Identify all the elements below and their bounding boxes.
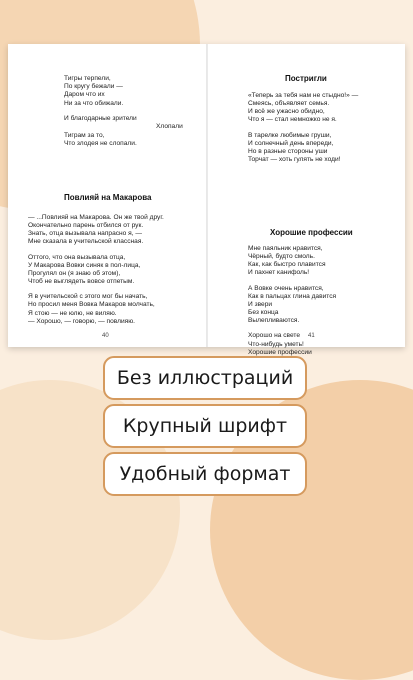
feature-badge-convenient-format (103, 452, 307, 496)
poem-line: Что-нибудь уметь! (248, 340, 304, 348)
poem-line: Тигры терпели, (64, 75, 111, 82)
poem-line: Мне сказала в учительской классная. (28, 238, 144, 246)
poem-line: У Макарова Вовки синяк в пол-лица, (28, 261, 141, 269)
page-number-right: 41 (308, 333, 315, 339)
poem-line: Но в разные стороны уши (248, 147, 328, 155)
poem-line: Вылепливаются. (248, 317, 300, 325)
page-number-left: 40 (102, 333, 109, 339)
poem-line: — Хорошо, — говорю, — повлияю. (28, 317, 135, 325)
poem-line: Окончательно парень отбился от рук. (28, 222, 144, 230)
poem-line: Прогулял он (я знаю об этом), (28, 269, 121, 277)
poem-line: Я стою — не юлю, не виляю. (28, 309, 117, 317)
poem-line: Торчат — хоть гулять не ходи! (248, 155, 341, 163)
heading-povliyay: Повлияй на Макарова (64, 193, 152, 202)
poem-line: Мне паяльник нравится, (248, 245, 323, 252)
poem-line: Чтоб не выглядеть вовсе отпетым. (28, 277, 135, 285)
poem-line: Чёрный, будто смоль. (248, 253, 315, 261)
poem-line: А Вовке очень нравится, (248, 284, 324, 292)
poem-line: Как, как быстро плавится (248, 261, 326, 269)
poem-line: И благодарные зрители (64, 115, 137, 123)
poem-line: И всё же ужасно обидно, (248, 108, 325, 116)
poem-line: Хорошо на свете (248, 332, 301, 340)
badge-label: Крупный шрифт (122, 415, 288, 437)
left-page (8, 44, 206, 347)
poem-line: Хорошие профессии (248, 348, 312, 356)
poem-line: Без конца (248, 308, 279, 316)
poem-line: Даром что их (64, 91, 105, 99)
poem-line: И пахнет канифоль! (248, 269, 310, 277)
heading-professii: Хорошие профессии (270, 228, 353, 237)
poem-line: По кругу бежали — (64, 83, 123, 91)
right-page (208, 44, 405, 356)
poem-line: Ни за что обижали. (64, 99, 124, 107)
poem-line: Но просил меня Вовка Макаров молчать, (28, 301, 155, 309)
feature-badge-no-illustrations (103, 356, 307, 400)
poem-line: В тарелке любимые груши, (248, 131, 332, 139)
poem-line: Как в пальцах глина давится (248, 292, 337, 300)
book-spread (8, 44, 405, 356)
feature-badge-large-font (103, 404, 307, 448)
poem-line: Что злодея не слопали. (64, 139, 137, 147)
poem-line: — ...Повлияй на Макарова. Он же твой друг. (28, 214, 164, 221)
poem-line: Я в учительской с этого мог бы начать, (28, 293, 148, 301)
poem-line: «Теперь за тебя нам не стыдно!» — (248, 92, 359, 99)
poem-line: Оттого, что она вызывала отца, (28, 253, 126, 261)
poem-line: Смеясь, объявляет семья. (248, 100, 330, 108)
poem-line: И звери (248, 300, 273, 308)
poem-line: Что я — стал немножко не я. (248, 116, 337, 124)
heading-postrigli: Постригли (285, 74, 327, 83)
poem-line: Тиграм за то, (64, 131, 105, 139)
poem-line: Хлопали (156, 123, 183, 131)
badge-label: Удобный формат (119, 463, 291, 485)
poem-line: Знать, отца вызывала напрасно я, — (28, 230, 143, 238)
badge-label: Без иллюстраций (116, 367, 294, 389)
poem-line: И солнечный день впереди, (248, 139, 334, 147)
